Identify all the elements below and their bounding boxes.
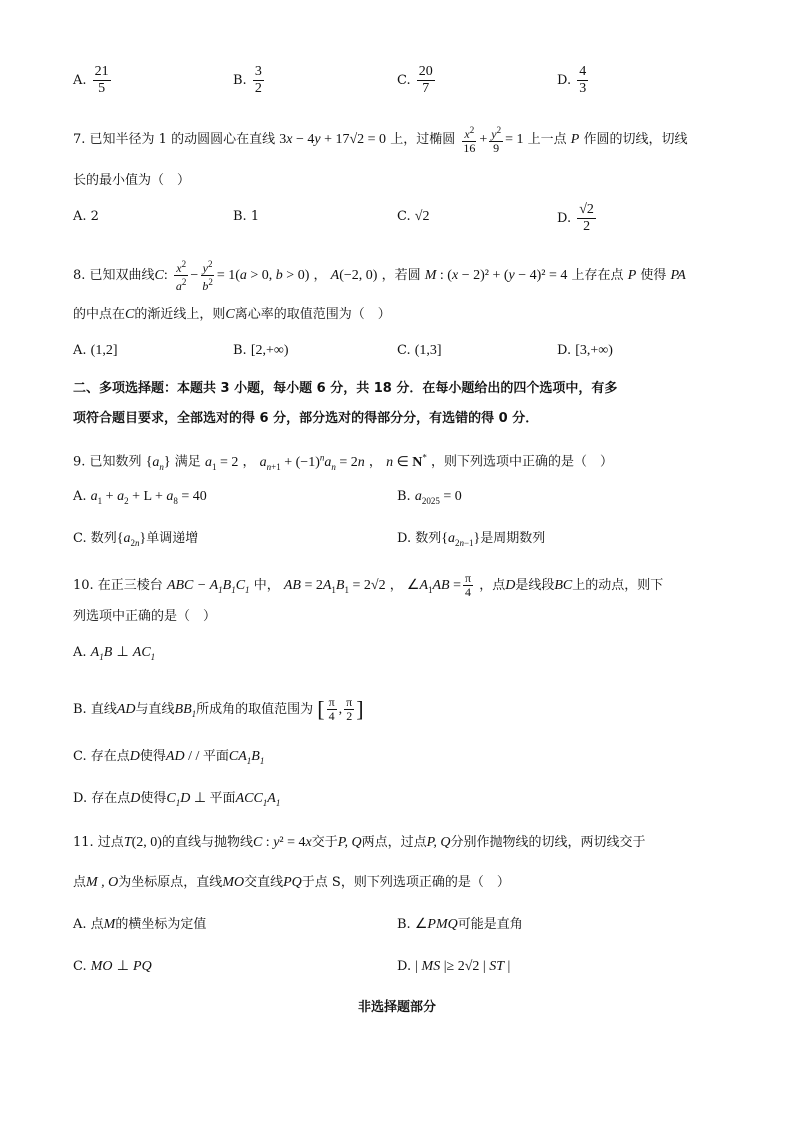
q8-stem: 8. 已知双曲线C: $\frac{x^2}{a^2}$ − $\frac{y^2}{b^2}$ = 1(a > 0, b > 0) ， A(−2, 0) ，若圆 M : (x − 2)² + (y − 4)² = 4 上存在点 P 使得 PA: [73, 259, 686, 293]
q9-stem: 9. 已知数列 $\{a_n\}$ 满足 $a_1 = 2$ ， $a_{n+1} + (-1)^na_n = 2n$ ， n ∈ N* ，则下列选项中正确的是（ ）: [73, 452, 614, 472]
q8-option-c: [397, 342, 442, 360]
q11-option-d: D. | MS |≥ 2√2 | ST |: [397, 959, 511, 974]
text: ，: [313, 268, 327, 283]
q8-stem-line2: 的中点在C的渐近线上，则C离心率的取值范围为（ ）: [73, 307, 391, 322]
option-label: B.: [397, 489, 411, 504]
q10-option-a: A. $A_1B$ ⊥ $AC_1$: [73, 645, 156, 662]
fraction: $\frac{√2}{2}$: [579, 202, 594, 234]
text: 于点 S，则下列选项正确的是（ ）: [301, 875, 510, 890]
q10-stem-line2: 列选项中正确的是（ ）: [73, 609, 217, 624]
option-label: A. 点: [73, 917, 104, 932]
text: 使得: [640, 268, 667, 283]
option-label: C. 数列: [73, 531, 117, 546]
text: 的直线与抛物线: [161, 835, 253, 850]
option-label: C.: [73, 959, 87, 974]
text: 中，: [253, 578, 280, 593]
text: ，: [368, 454, 382, 470]
text: 分别作抛物线的切线，两切线交于: [450, 835, 646, 850]
option-label: D.: [557, 211, 572, 226]
q6-option-b: [233, 64, 266, 97]
q11-option-a: A. 点M的横坐标为定值: [73, 917, 207, 932]
q10-option-b: B. 直线AD与直线$BB_1$所成角的取值范围为 [ $\frac{\pi}{4}$ , $\frac{\pi}{2}$ ]: [73, 695, 364, 723]
option-label: D.: [397, 959, 412, 974]
text: 的横坐标为定值: [115, 917, 207, 932]
fraction: [93, 64, 111, 97]
text: ，则下列选项中正确的是（ ）: [431, 454, 614, 470]
fraction: $\frac{y^2}{9}$: [491, 125, 502, 155]
q10-option-d: D. 存在点D使得$C_1D$ ⊥ 平面$ACC_1A_1$: [73, 791, 281, 808]
math: 3x − 4y + 17√2 = 0: [279, 132, 387, 147]
fraction: [577, 64, 588, 97]
text: 作圆的切线，切线: [583, 132, 688, 147]
q11-stem: 11. 过点T(2, 0)的直线与抛物线C : y² = 4x交于P, Q两点，过点P, Q分别作抛物线的切线，两切线交于: [73, 835, 646, 850]
fraction: $\frac{\pi}{2}$: [346, 695, 353, 723]
text: ，点: [479, 578, 506, 593]
text: 满足: [174, 454, 201, 470]
option-label: A.: [73, 489, 87, 504]
section-heading-line2: 项符合题目要求，全部选对的得 6 分，部分选对的得部分分，有选错的得 0 分．: [73, 411, 539, 426]
option-label: D.: [557, 343, 572, 358]
text: 的渐近线上，则: [134, 307, 226, 322]
text: 上一点: [527, 132, 567, 147]
section-heading: 二、多项选择题：本题共 3 小题，每小题 6 分，共 18 分．在每小题给出的四个选项中，有多: [73, 381, 618, 396]
option-label: B.: [233, 73, 247, 88]
text: 的中点在: [73, 307, 126, 322]
text: 上的动点，则下: [572, 578, 664, 593]
math: (1,3]: [414, 343, 442, 358]
text: 交于: [311, 835, 338, 850]
q7-stem-line2: 长的最小值为（ ）: [73, 173, 191, 188]
q8-option-b: [233, 342, 289, 360]
denominator: 5: [98, 81, 106, 96]
non-choice-heading: 非选择题部分: [357, 1000, 436, 1015]
text: 可能是直角: [457, 917, 523, 932]
option-label: C. 存在点: [73, 749, 130, 764]
text: 平面: [209, 791, 236, 806]
fraction: [253, 64, 264, 97]
text: ，: [389, 578, 403, 593]
text: 平面: [202, 749, 229, 764]
option-label: A.: [73, 645, 87, 660]
q7-option-a: A. 2: [73, 209, 99, 224]
text: 上，过椭圆: [390, 132, 456, 147]
text: 8. 已知双曲线: [73, 268, 155, 283]
q11-option-b: B. ∠PMQ可能是直角: [397, 917, 523, 932]
q9-option-a: A. $a_1 + a_2 + L + a_8 = 40$: [73, 489, 207, 506]
q6-option-c: [397, 64, 437, 97]
option-label: B.: [233, 343, 247, 358]
q9-option-c: C. 数列$\{a_{2n}\}$单调递增: [73, 531, 199, 548]
text: 11. 过点: [73, 835, 124, 850]
math: P: [570, 132, 580, 147]
text: ，: [242, 454, 256, 470]
fraction: $\frac{\pi}{4}$: [328, 695, 335, 723]
math: C: [154, 268, 164, 283]
text: 使得: [140, 791, 167, 806]
option-label: A.: [73, 343, 87, 358]
option-label: D. 存在点: [73, 791, 131, 806]
text: 两点，过点: [361, 835, 427, 850]
text: 离心率的取值范围为（ ）: [234, 307, 391, 322]
q7-option-d: [557, 202, 598, 235]
q8-option-d: [557, 342, 613, 360]
fraction: $\frac{y^2}{b^2}$: [202, 259, 213, 293]
q10-stem: 10. 在正三棱台 ABC − $A_1B_1C_1$ 中， AB = $2A_1B_1 = 2√2$ ， $\angle A_1AB$ = $\frac{\pi}{4}$ ，点D是线段BC上的动点，则下: [73, 571, 664, 599]
math: A(−2, 0): [330, 268, 378, 283]
q6-option-d: [557, 64, 590, 97]
text: 9. 已知数列: [73, 454, 142, 470]
text: ，若圆: [381, 268, 421, 283]
q9-option-d: D. 数列$\{a_{2n-1}\}$是周期数列: [397, 531, 546, 548]
q7-option-c: [397, 208, 429, 226]
text: 使得: [139, 749, 166, 764]
text: 与直线: [135, 702, 175, 717]
option-label: B. 直线: [73, 702, 117, 717]
q11-option-c: C. MO ⊥ PQ: [73, 959, 152, 974]
math: [3,+∞): [575, 343, 613, 358]
q11-stem-line2: 点M , O为坐标原点，直线MO交直线PQ于点 S，则下列选项正确的是（ ）: [73, 875, 510, 890]
text: 7. 已知半径为 1 的动圆圆心在直线: [73, 132, 276, 147]
q7-option-b: B. 1: [233, 209, 260, 224]
option-label: C.: [397, 343, 411, 358]
math: √2: [414, 209, 430, 224]
option-label: D. 数列: [397, 531, 442, 546]
numerator: 21: [94, 64, 109, 79]
text: 单调递增: [146, 531, 199, 546]
option-label: D.: [557, 73, 572, 88]
math: [2,+∞): [250, 343, 289, 358]
q10-option-c: C. 存在点D使得AD / / 平面$CA_1B_1$: [73, 749, 265, 766]
numerator: 3: [254, 64, 262, 79]
denominator: 2: [254, 81, 262, 96]
text: 为坐标原点，直线: [118, 875, 223, 890]
denominator: 3: [579, 81, 587, 96]
q9-option-b: B. $a_{2025} = 0$: [397, 489, 462, 506]
fraction: $\frac{x^2}{16}$: [463, 125, 476, 155]
q7-stem: 7. 已知半径为 1 的动圆圆心在直线 3x − 4y + 17√2 = 0 上，过椭圆 $\frac{x^2}{16}$ + $\frac{y^2}{9}$ = 1 上一点 P 作圆的切线，切线: [73, 125, 688, 155]
denominator: 7: [422, 81, 430, 96]
math: (1,2]: [90, 343, 118, 358]
math: M : (x − 2)² + (y − 4)² = 4: [424, 268, 568, 283]
fraction: $\frac{x^2}{a^2}$: [175, 259, 187, 293]
fraction: $\frac{\pi}{4}$: [465, 571, 472, 599]
option-label: B.: [397, 917, 411, 932]
q6-option-a: [73, 64, 113, 97]
numerator: 4: [579, 64, 587, 79]
text: 是线段: [515, 578, 555, 593]
option-label: C.: [397, 209, 411, 224]
text: 上存在点: [571, 268, 624, 283]
fraction: [417, 64, 435, 97]
q8-option-a: [73, 342, 118, 360]
option-label: C.: [397, 73, 411, 88]
text: 点: [73, 875, 87, 890]
text: 10. 在正三棱台: [73, 578, 163, 593]
text: 是周期数列: [480, 531, 546, 546]
option-label: A.: [73, 73, 87, 88]
text: 所成角的取值范围为: [196, 702, 314, 717]
numerator: 20: [418, 64, 433, 79]
text: 交直线: [244, 875, 284, 890]
